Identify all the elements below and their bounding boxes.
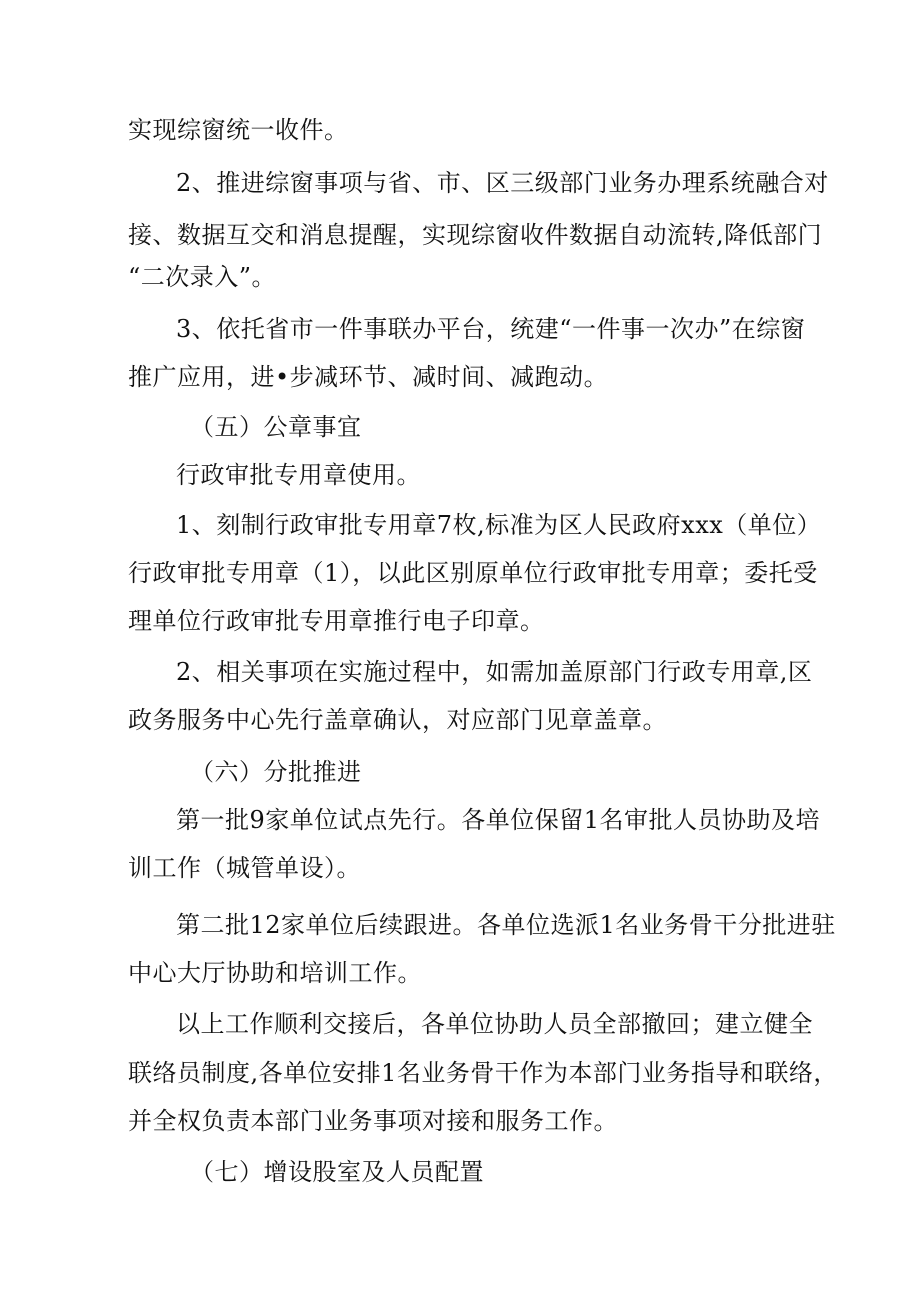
text-line: 政务服务中心先行盖章确认，对应部门见章盖章。 <box>128 706 667 734</box>
text-line: 1、刻制行政审批专用章7枚,标准为区人民政府xxx（单位） <box>176 511 822 539</box>
text-line: 第二批12家单位后续跟进。各单位选派1名业务骨干分批进驻 <box>176 911 836 939</box>
text-line: 联络员制度,各单位安排1名业务骨干作为本部门业务指导和联络， <box>128 1059 838 1087</box>
section-heading: （五）公章事宜 <box>190 413 362 441</box>
text-line: 第一批9家单位试点先行。各单位保留1名审批人员协助及培 <box>176 806 821 834</box>
text-line: 理单位行政审批专用章推行电子印章。 <box>128 607 545 635</box>
text-line: 行政审批专用章使用。 <box>176 461 421 489</box>
text-line: 中心大厅协助和培训工作。 <box>128 959 422 987</box>
text-line: 2、推进综窗事项与省、市、区三级部门业务办理系统融合对 <box>176 169 829 197</box>
text-line: 3、依托省市一件事联办平台，统建“一件事一次办”在综窗 <box>176 315 806 343</box>
text-line: 2、相关事项在实施过程中，如需加盖原部门行政专用章,区 <box>176 658 813 686</box>
text-line: 接、数据互交和消息提醒，实现综窗收件数据自动流转,降低部门 <box>128 221 823 249</box>
text-line: 行政审批专用章（1），以此区别原单位行政审批专用章；委托受 <box>128 559 818 587</box>
text-line: 训工作（城管单设）。 <box>128 854 361 882</box>
text-line: 以上工作顺利交接后，各单位协助人员全部撤回；建立健全 <box>176 1010 813 1038</box>
text-line: 推广应用，进•步减环节、减时间、减跑动。 <box>128 363 609 391</box>
text-line: 并全权负责本部门业务事项对接和服务工作。 <box>128 1107 618 1135</box>
text-line: “二次录入”。 <box>128 263 277 291</box>
section-heading: （七）增设股室及人员配置 <box>190 1158 484 1186</box>
text-line: 实现综窗统一收件。 <box>128 116 349 144</box>
section-heading: （六）分批推进 <box>190 758 362 786</box>
